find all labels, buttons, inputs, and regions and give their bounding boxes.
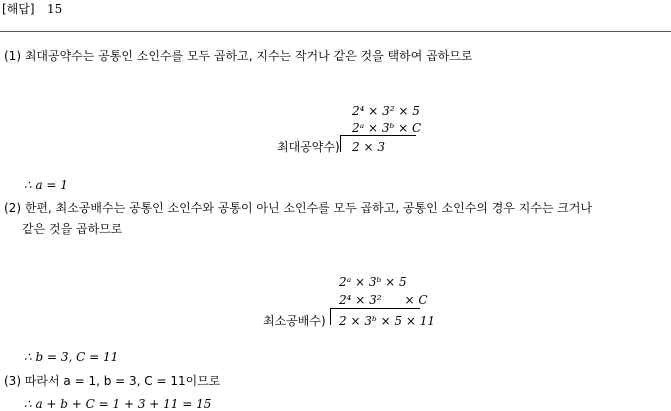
lcm-result: 2 × 3ᵇ × 5 × 11	[339, 314, 436, 328]
section3-intro: (3) 따라서 a = 1, b = 3, C = 11이므로	[4, 374, 221, 388]
section3-conclusion: ∴ a + b + C = 1 + 3 + 11 = 15	[24, 397, 212, 411]
gcd-result: 2 × 3	[352, 140, 385, 154]
gcd-divider	[340, 135, 341, 152]
lcm-row2: 2⁴ × 3² × C	[339, 293, 428, 307]
section1-conclusion: ∴ a = 1	[24, 178, 68, 192]
section1-intro: (1) 최대공약수는 공통인 소인수를 모두 곱하고, 지수는 작거나 같은 것을 택하여 곱하므로	[4, 49, 473, 63]
gcd-row1: 2⁴ × 3² × 5	[352, 104, 420, 118]
section2-intro-line2: 같은 것을 곱하므로	[22, 222, 123, 236]
answer-value: 15	[47, 2, 63, 16]
lcm-row1: 2ᵃ × 3ᵇ × 5	[339, 275, 407, 289]
answer-label: [해답]	[2, 2, 35, 16]
gcd-row2: 2ᵃ × 3ᵇ × C	[352, 121, 422, 135]
lcm-underline	[330, 308, 420, 309]
gcd-underline	[340, 135, 416, 136]
lcm-divider	[330, 308, 331, 325]
header-divider	[0, 31, 671, 32]
lcm-label: 최소공배수)	[263, 314, 326, 328]
section2-intro-line1: (2) 한편, 최소공배수는 공통인 소인수와 공통이 아닌 소인수를 모두 곱하고, 공통인 소인수의 경우 지수는 크거나	[4, 201, 593, 215]
gcd-label: 최대공약수)	[277, 140, 340, 154]
section2-conclusion: ∴ b = 3, C = 11	[24, 350, 119, 364]
